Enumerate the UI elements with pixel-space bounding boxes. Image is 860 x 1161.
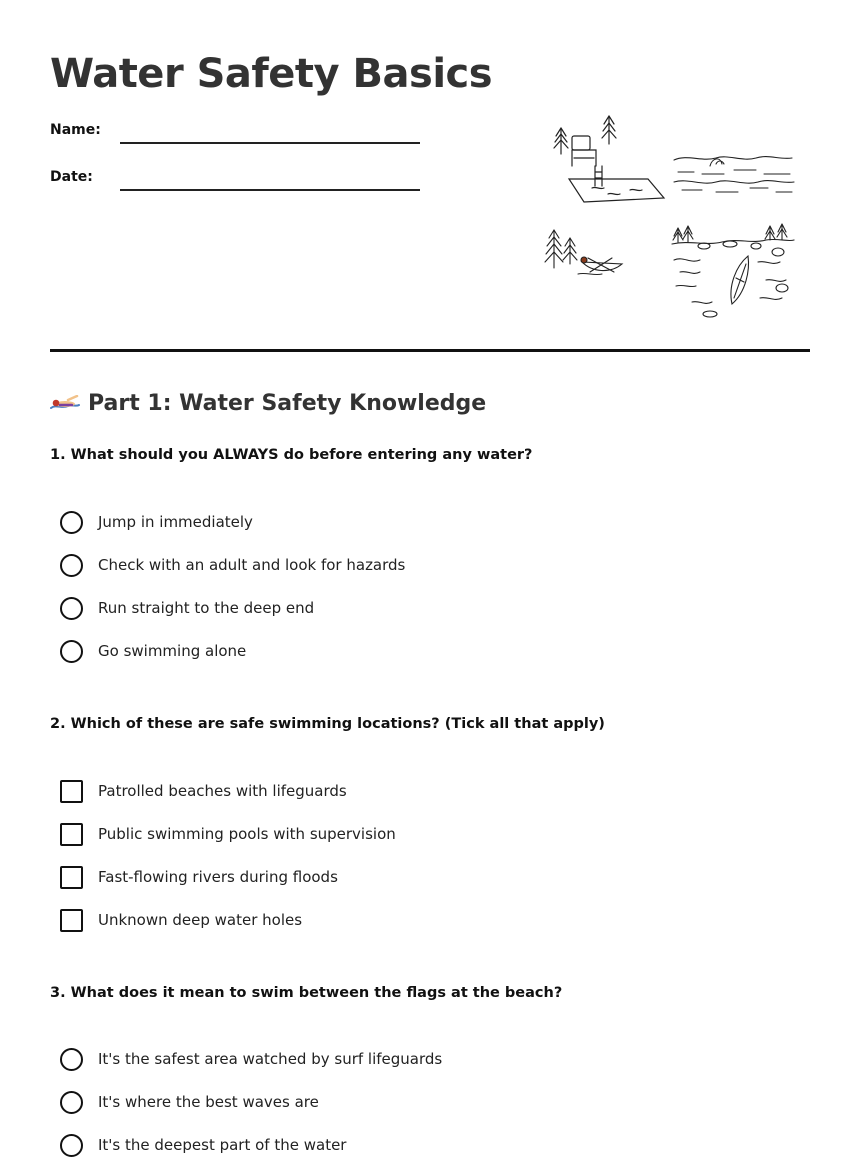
q3-option-1[interactable] bbox=[60, 1046, 442, 1072]
option-label: It's the safest area watched by surf lifeguards bbox=[98, 1050, 443, 1068]
question-1: 1. What should you ALWAYS do before entering any water? bbox=[50, 447, 533, 463]
radio-button[interactable] bbox=[60, 597, 83, 620]
option-label: Run straight to the deep end bbox=[98, 599, 315, 617]
radio-button[interactable] bbox=[60, 554, 83, 577]
date-field[interactable] bbox=[50, 169, 420, 199]
q2-option-2[interactable] bbox=[60, 821, 396, 847]
radio-button[interactable] bbox=[60, 1048, 83, 1071]
option-label: Jump in immediately bbox=[98, 513, 253, 531]
name-label: Name: bbox=[50, 122, 101, 138]
checkbox[interactable] bbox=[60, 823, 83, 846]
radio-button[interactable] bbox=[60, 1134, 83, 1157]
pool-with-deck-chair-illustration bbox=[552, 114, 667, 204]
option-label: Check with an adult and look for hazards bbox=[98, 556, 406, 574]
checkbox[interactable] bbox=[60, 866, 83, 889]
q2-option-3[interactable] bbox=[60, 864, 338, 890]
option-label: It's where the best waves are bbox=[98, 1093, 319, 1111]
radio-button[interactable] bbox=[60, 511, 83, 534]
name-field[interactable] bbox=[50, 122, 420, 152]
q1-option-1[interactable] bbox=[60, 509, 253, 535]
option-label: It's the deepest part of the water bbox=[98, 1136, 347, 1154]
swimmer-icon bbox=[50, 395, 80, 413]
section-divider bbox=[50, 349, 810, 352]
q3-option-3[interactable] bbox=[60, 1132, 346, 1158]
part1-heading-text: Part 1: Water Safety Knowledge bbox=[88, 391, 487, 416]
name-write-line[interactable] bbox=[120, 142, 420, 144]
boat-on-lake-illustration bbox=[542, 222, 627, 280]
river-with-canoe-illustration bbox=[670, 222, 798, 322]
checkbox[interactable] bbox=[60, 909, 83, 932]
q2-option-4[interactable] bbox=[60, 907, 302, 933]
page-title: Water Safety Basics bbox=[50, 51, 493, 97]
q3-option-2[interactable] bbox=[60, 1089, 319, 1115]
question-2: 2. Which of these are safe swimming locations? (Tick all that apply) bbox=[50, 716, 605, 732]
ocean-waves-illustration bbox=[672, 150, 797, 198]
radio-button[interactable] bbox=[60, 1091, 83, 1114]
q1-option-3[interactable] bbox=[60, 595, 314, 621]
option-label: Patrolled beaches with lifeguards bbox=[98, 782, 347, 800]
q2-option-1[interactable] bbox=[60, 778, 347, 804]
option-label: Go swimming alone bbox=[98, 642, 247, 660]
date-label: Date: bbox=[50, 169, 93, 185]
option-label: Unknown deep water holes bbox=[98, 911, 303, 929]
checkbox[interactable] bbox=[60, 780, 83, 803]
question-3: 3. What does it mean to swim between the flags at the beach? bbox=[50, 985, 563, 1001]
q1-option-2[interactable] bbox=[60, 552, 405, 578]
option-label: Fast-flowing rivers during floods bbox=[98, 868, 338, 886]
illustration-group bbox=[540, 110, 810, 325]
radio-button[interactable] bbox=[60, 640, 83, 663]
option-label: Public swimming pools with supervision bbox=[98, 825, 396, 843]
date-write-line[interactable] bbox=[120, 189, 420, 191]
part1-heading bbox=[50, 389, 486, 419]
q1-option-4[interactable] bbox=[60, 638, 246, 664]
